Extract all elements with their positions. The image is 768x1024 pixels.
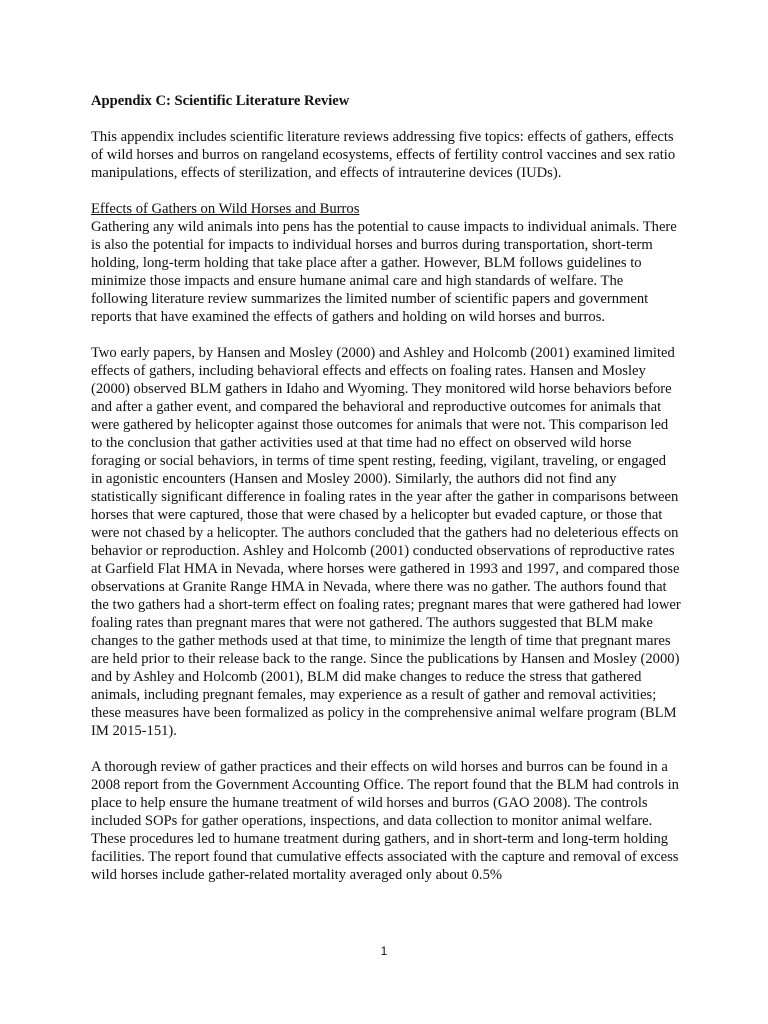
appendix-heading: Appendix C: Scientific Literature Review (91, 93, 350, 109)
page-number: 1 (380, 944, 388, 958)
gathers-section (91, 200, 681, 326)
paragraph-2: Two early papers, by Hansen and Mosley (2000) and Ashley and Holcomb (2001) examined limited effects of gathers, including behavioral effects and effects on foaling rates. Hansen and Mosley (2000) observed BLM gathers in Idaho and Wyoming. They monitored wild horse behaviors before and after a gather event, and compared the behavioral and reproductive outcomes for animals that were gathered by helicopter against those outcomes for animals that were not. This comparison led to the conclusion that gather activities used at that time had no effect on observed wild horse foraging or social behaviors, in terms of time spent resting, feeding, vigilant, traveling, or engaged in agonistic encounters (Hansen and Mosley 2000). Similarly, the authors did not find any statistically significant difference in foaling rates in the year after the gather in comparisons between horses that were captured, those that were chased by a helicopter but evaded capture, or those that were not chased by a helicopter. The authors concluded that the gathers had no deleterious effects on behavior or reproduction. Ashley and Holcomb (2001) conducted observations of reproductive rates at Garfield Flat HMA in Nevada, where horses were gathered in 1993 and 1997, and compared those observations at Granite Range HMA in Nevada, where there was no gather. The authors found that the two gathers had a short-term effect on foaling rates; pregnant mares that were gathered had lower foaling rates than pregnant mares that were not gathered. The authors suggested that BLM make changes to the gather methods used at that time, to minimize the length of time that pregnant mares are held prior to their release back to the range. Since the publications by Hansen and Mosley (2000) and by Ashley and Holcomb (2001), BLM did make changes to reduce the stress that gathered animals, including pregnant females, may experience as a result of gather and removal activities; these measures have been formalized as policy in the comprehensive animal welfare program (BLM IM 2015-151). (91, 345, 681, 739)
intro-paragraph: This appendix includes scientific literature reviews addressing five topics: effects of gathers, effects of wild horses and burros on rangeland ecosystems, effects of fertility control vaccines and sex ratio manipulations, effects of sterilization, and effects of intrauterine devices (IUDs). (91, 129, 676, 181)
paragraph-3: A thorough review of gather practices and their effects on wild horses and burros can be found in a 2008 report from the Government Accounting Office. The report found that the BLM had controls in place to help ensure the humane treatment of wild horses and burros (GAO 2008). The controls included SOPs for gather operations, inspections, and data collection to monitor animal welfare. These procedures led to humane treatment during gathers, and in short-term and long-term holding facilities. The report found that cumulative effects associated with the capture and removal of excess wild horses include gather-related mortality averaged only about 0.5% (91, 759, 679, 883)
section-paragraph-1: Gathering any wild animals into pens has the potential to cause impacts to individual animals. There is also the potential for impacts to individual horses and burros during transportation, short-term holding, long-term holding that take place after a gather. However, BLM follows guidelines to minimize those impacts and ensure humane animal care and high standards of welfare. The following literature review summarizes the limited number of scientific papers and government reports that have examined the effects of gathers and holding on wild horses and burros. (91, 219, 677, 325)
section-title: Effects of Gathers on Wild Horses and Burros (91, 201, 360, 217)
document-body (91, 92, 681, 902)
